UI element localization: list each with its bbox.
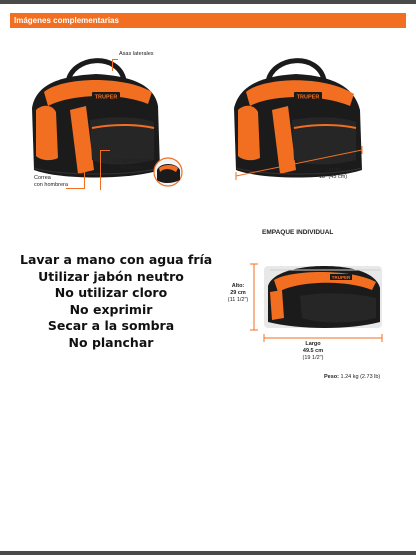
- bottom-border: [0, 551, 416, 555]
- care-line: No planchar: [68, 334, 154, 350]
- label-compartments-line1: Compartimentos: [111, 158, 153, 164]
- care-line: Utilizar jabón neutro: [38, 268, 184, 284]
- label-bag-length-title: Largo: [325, 167, 341, 173]
- care-line: No utilizar cloro: [54, 285, 168, 300]
- care-line: Lavar a mano con agua fría: [20, 252, 213, 267]
- section-title: Imágenes complementarias: [10, 13, 406, 28]
- care-line: No exprimir: [69, 301, 153, 317]
- brand-logo-text-2: TRUPER: [296, 94, 320, 101]
- package-height-cm: 29 cm: [230, 290, 246, 296]
- label-strap-line2: con hombrera: [34, 182, 68, 188]
- label-compartments-line2: múltiples: [121, 165, 143, 171]
- leader-side-handles: [112, 59, 113, 71]
- leader-strap-h: [66, 188, 85, 189]
- label-compartments: [104, 158, 160, 172]
- care-instructions: [20, 252, 213, 351]
- package-length-cm: 49.5 cm: [302, 348, 324, 354]
- package-weight: [324, 374, 380, 381]
- package-height: [222, 283, 254, 304]
- package-height-in: (11 1/2"): [227, 297, 249, 303]
- label-strap-line1: Correa: [34, 175, 51, 181]
- label-side-handles: Asas laterales: [119, 51, 154, 57]
- brand-logo-text-3: TRUPER: [331, 275, 351, 280]
- package-weight-value: 1.24 kg (2.73 lb): [340, 374, 381, 380]
- package-length-label: Largo: [305, 341, 321, 347]
- leader-compartments-h: [100, 150, 110, 151]
- brand-logo-text: TRUPER: [94, 94, 118, 101]
- leader-compartments: [100, 150, 101, 190]
- label-bag-length: [308, 167, 358, 181]
- package-weight-label: Peso:: [324, 374, 339, 380]
- care-line: Secar a la sombra: [47, 318, 175, 333]
- leader-side-handles-h: [112, 59, 118, 60]
- package-height-label: Alto:: [231, 283, 245, 289]
- package-title: EMPAQUE INDIVIDUAL: [262, 229, 334, 236]
- leader-strap: [84, 172, 85, 188]
- label-strap: [34, 175, 68, 189]
- package-length-in: (19 1/2"): [302, 355, 324, 361]
- package-length: [288, 341, 338, 362]
- label-bag-length-value: 18" (45 cm): [318, 174, 348, 180]
